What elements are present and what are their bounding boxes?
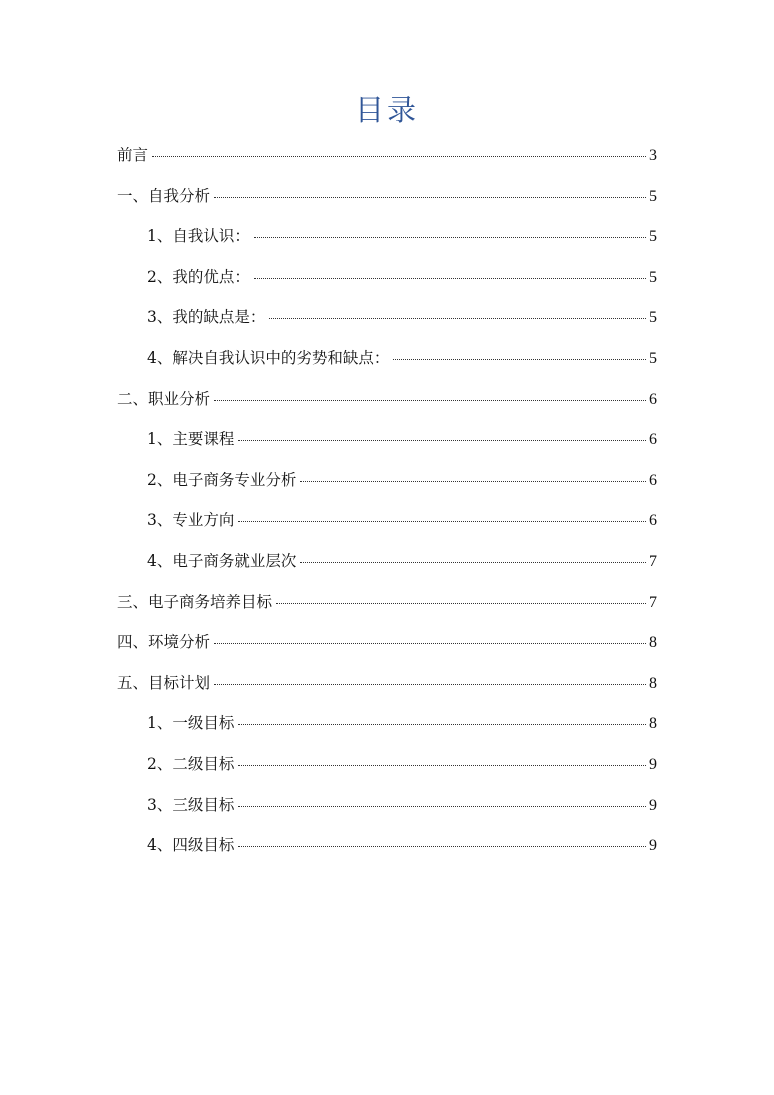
dot-leader xyxy=(214,384,646,404)
dot-leader xyxy=(269,302,646,322)
toc-subentry[interactable] xyxy=(117,261,657,302)
toc-entry-label: 4、电子商务就业层次 xyxy=(147,551,297,570)
toc-entry-label: 2、二级目标 xyxy=(147,754,235,773)
toc-subentry[interactable] xyxy=(117,504,657,545)
toc-entry[interactable] xyxy=(117,180,657,221)
toc-list xyxy=(117,139,657,870)
dot-leader xyxy=(214,181,646,201)
toc-entry-label: 五、目标计划 xyxy=(117,673,211,692)
toc-subentry[interactable] xyxy=(117,707,657,748)
toc-entry-label: 三、电子商务培养目标 xyxy=(117,592,273,611)
toc-entry-label: 3、三级目标 xyxy=(147,795,235,814)
toc-entry-label: 前言 xyxy=(117,146,149,164)
toc-entry-page-number: 7 xyxy=(649,552,657,570)
dot-leader xyxy=(300,465,646,485)
toc-entry-label: 一、自我分析 xyxy=(117,186,211,205)
toc-title: 目录 xyxy=(354,93,419,127)
toc-subentry[interactable] xyxy=(117,423,657,464)
toc-entry-label: 3、我的缺点是： xyxy=(147,308,266,327)
toc-entry-page-number: 6 xyxy=(649,390,657,408)
toc-entry[interactable] xyxy=(117,626,657,667)
toc-entry-label: 1、一级目标 xyxy=(147,714,235,733)
toc-entry-page-number: 5 xyxy=(649,187,657,205)
toc-entry-page-number: 8 xyxy=(649,674,657,692)
toc-entry-page-number: 8 xyxy=(649,634,657,652)
toc-entry[interactable] xyxy=(117,383,657,424)
toc-subentry[interactable] xyxy=(117,220,657,261)
toc-subentry[interactable] xyxy=(117,789,657,830)
toc-subentry[interactable] xyxy=(117,464,657,505)
dot-leader xyxy=(276,587,646,607)
toc-entry-label: 2、电子商务专业分析 xyxy=(147,470,297,489)
toc-entry-page-number: 6 xyxy=(649,512,657,530)
dot-leader xyxy=(238,749,646,769)
toc-entry-page-number: 9 xyxy=(649,796,657,814)
toc-entry-page-number: 8 xyxy=(649,715,657,733)
dot-leader xyxy=(254,221,646,241)
toc-entry-page-number: 5 xyxy=(649,228,657,246)
toc-entry-label: 1、主要课程 xyxy=(147,430,235,449)
dot-leader xyxy=(254,262,646,282)
dot-leader xyxy=(238,708,646,728)
toc-entry-page-number: 5 xyxy=(649,309,657,327)
toc-entry[interactable] xyxy=(117,586,657,627)
toc-entry-page-number: 3 xyxy=(649,147,657,164)
dot-leader xyxy=(393,343,646,363)
toc-entry-label: 二、职业分析 xyxy=(117,389,211,408)
toc-subentry[interactable] xyxy=(117,829,657,870)
toc-entry-page-number: 5 xyxy=(649,268,657,286)
toc-entry-page-number: 9 xyxy=(649,837,657,855)
toc-entry-label: 4、四级目标 xyxy=(147,836,235,855)
toc-entry-page-number: 5 xyxy=(649,349,657,367)
toc-entry-label: 2、我的优点： xyxy=(147,267,250,286)
toc-subentry[interactable] xyxy=(117,545,657,586)
dot-leader xyxy=(214,668,646,688)
toc-entry-label: 四、环境分析 xyxy=(117,633,211,652)
toc-entry-page-number: 6 xyxy=(649,431,657,449)
toc-entry[interactable] xyxy=(117,139,657,180)
toc-subentry[interactable] xyxy=(117,748,657,789)
dot-leader xyxy=(152,140,646,160)
toc-entry-page-number: 9 xyxy=(649,755,657,773)
toc-subentry[interactable] xyxy=(117,342,657,383)
dot-leader xyxy=(238,424,646,444)
dot-leader xyxy=(214,627,646,647)
dot-leader xyxy=(300,546,646,566)
toc-entry-label: 3、专业方向 xyxy=(147,511,235,530)
toc-entry-label: 1、自我认识： xyxy=(147,227,250,246)
dot-leader xyxy=(238,505,646,525)
toc-entry-page-number: 6 xyxy=(649,471,657,489)
toc-entry[interactable] xyxy=(117,667,657,708)
dot-leader xyxy=(238,830,646,850)
toc-entry-page-number: 7 xyxy=(649,593,657,611)
dot-leader xyxy=(238,790,646,810)
toc-entry-label: 4、解决自我认识中的劣势和缺点： xyxy=(147,348,390,367)
toc-subentry[interactable] xyxy=(117,301,657,342)
